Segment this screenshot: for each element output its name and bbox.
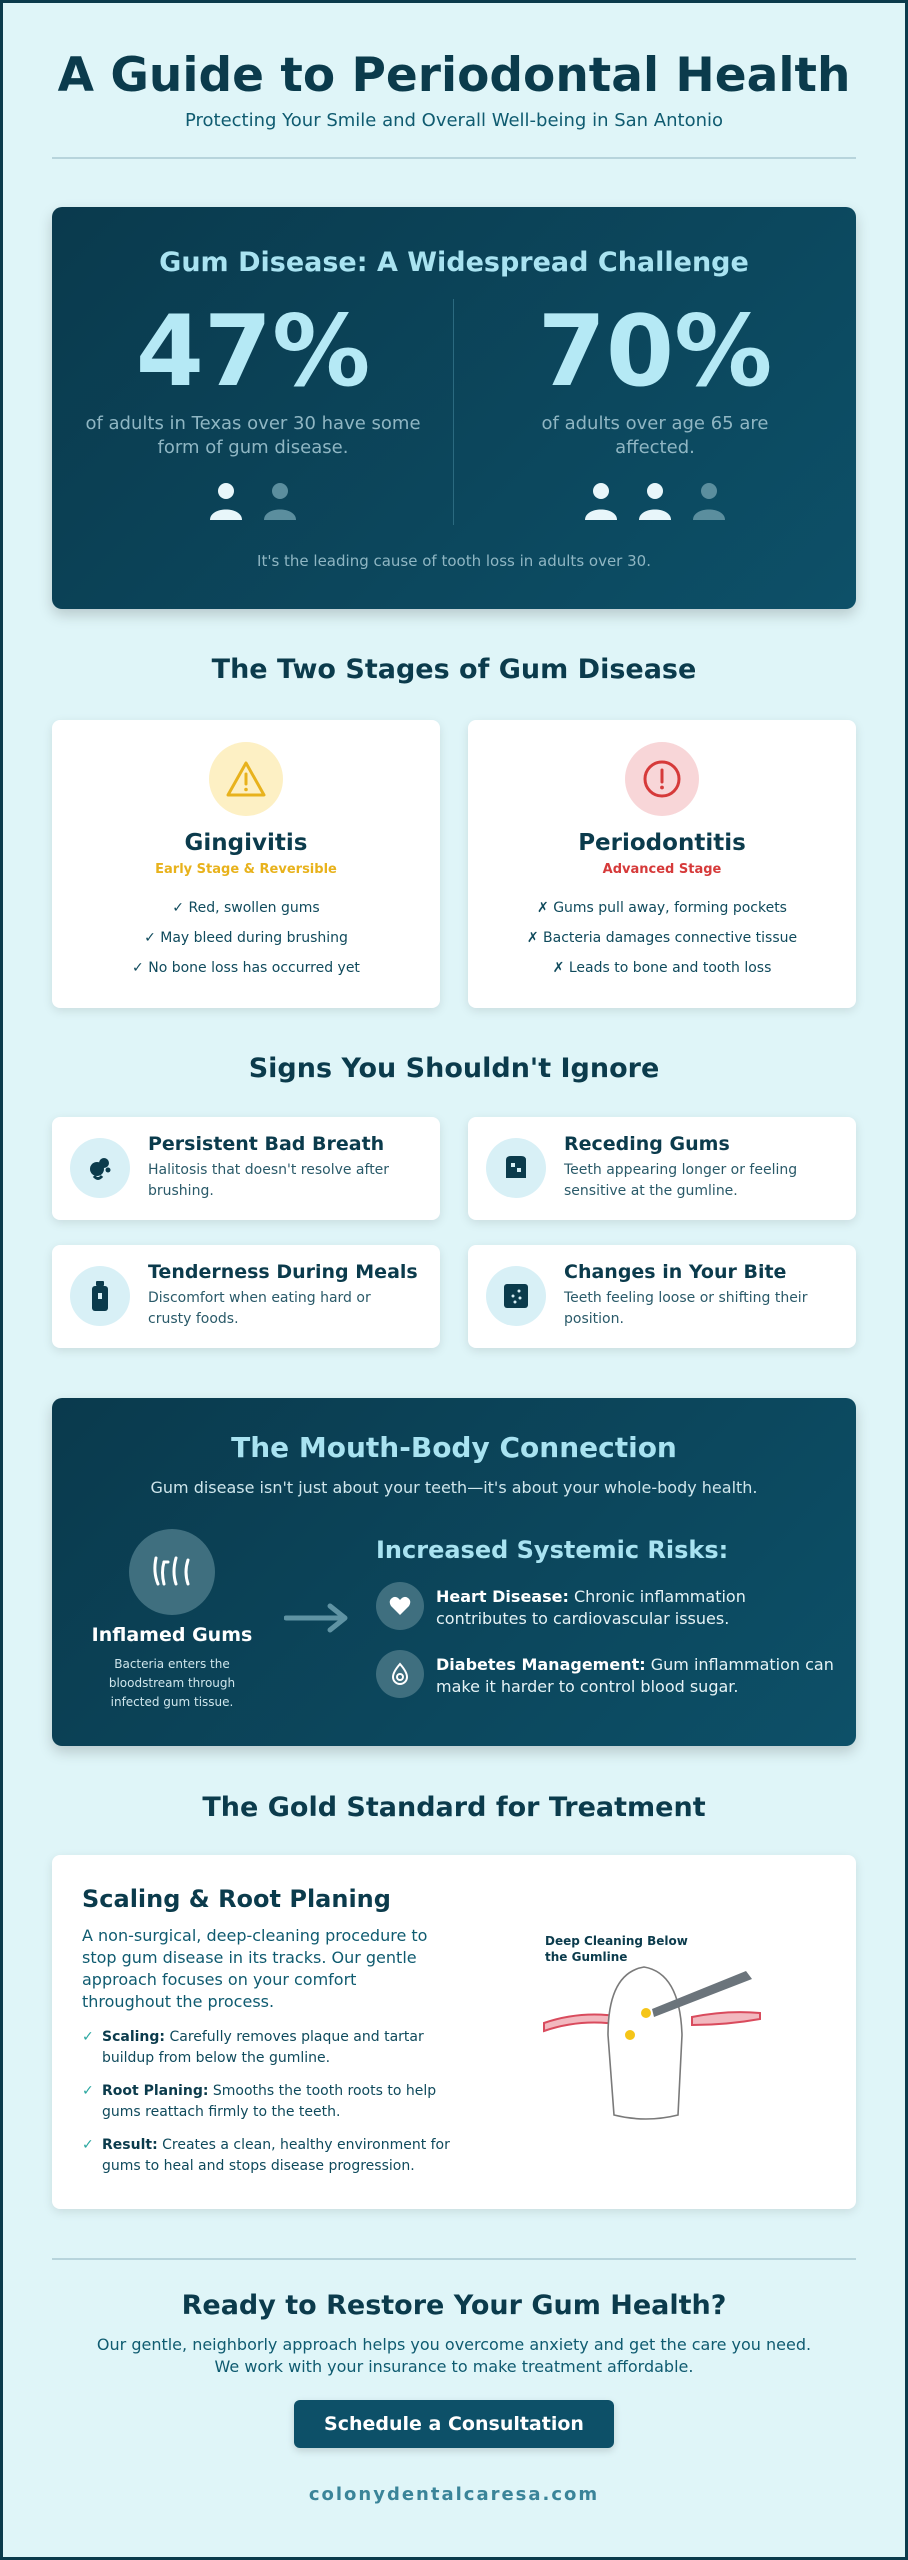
treatment-intro: A non-surgical, deep-cleaning procedure to stop gum disease in its tracks. Our gentle approach focuses on your comfort throughout the process. [82, 1926, 428, 2011]
treatment-item-root-planing [82, 2081, 462, 2123]
treatment-item-text: Creates a clean, healthy environment for gums to heal and stops disease progression. [102, 2137, 450, 2174]
treatment-item-result [82, 2135, 462, 2177]
risk-text: Gum inflammation can make it harder to control blood sugar. [436, 1655, 834, 1696]
stages-title: The Two Stages of Gum Disease [211, 654, 697, 685]
warning-triangle-icon [209, 742, 283, 816]
person-icon [262, 482, 298, 520]
bite-icon [486, 1266, 546, 1326]
check-icon: ✓ [82, 2029, 94, 2045]
stats-title: Gum Disease: A Widespread Challenge [159, 247, 749, 278]
divider [52, 157, 856, 159]
stats-panel [52, 207, 856, 609]
list-item: ✗ Bacteria damages connective tissue [526, 930, 798, 946]
sign-description: Teeth feeling loose or shifting their position. [564, 1290, 808, 1327]
stat-description: of adults over age 65 are affected. [541, 413, 769, 458]
check-icon: ✓ [82, 2137, 94, 2153]
stat-value: 47% [135, 295, 371, 409]
treatment-item-label: Root Planing: [102, 2083, 209, 2099]
list-item: ✗ Leads to bone and tooth loss [552, 960, 772, 976]
connection-subtitle: Gum disease isn't just about your teeth—it's about your whole-body health. [150, 1478, 758, 1497]
sign-card-bad-breath [52, 1117, 440, 1220]
divider [52, 2258, 856, 2260]
sign-card-bite-changes [468, 1245, 856, 1348]
list-item: ✓ Red, swollen gums [172, 900, 320, 916]
sign-title: Receding Gums [564, 1133, 730, 1155]
treatment-item-text: Carefully removes plaque and tartar buildup from below the gumline. [102, 2029, 424, 2066]
stage-points [52, 893, 440, 983]
sign-card-receding-gums [468, 1117, 856, 1220]
treatment-item-scaling [82, 2027, 462, 2069]
figure-label: Deep Cleaning Below the Gumline [545, 1934, 688, 1964]
schedule-consultation-button[interactable]: Schedule a Consultation [294, 2400, 614, 2448]
stage-tag: Early Stage & Reversible [155, 862, 337, 877]
cta-text [0, 2334, 908, 2378]
sign-title: Changes in Your Bite [564, 1261, 787, 1283]
tooth-icon [486, 1138, 546, 1198]
stage-points [468, 893, 856, 983]
risk-heart-disease [436, 1586, 836, 1630]
stat-value: 70% [537, 295, 773, 409]
stage-card-periodontitis [468, 720, 856, 1008]
risk-diabetes [436, 1654, 836, 1698]
risks-title: Increased Systemic Risks: [376, 1536, 729, 1564]
inflamed-gums-description: Bacteria enters the bloodstream through infected gum tissue. [108, 1657, 236, 1709]
stat-seniors [454, 292, 856, 520]
signs-title: Signs You Shouldn't Ignore [248, 1053, 660, 1084]
connection-title: The Mouth-Body Connection [231, 1431, 677, 1464]
deep-cleaning-illustration [542, 1955, 762, 2135]
person-icon [637, 482, 673, 520]
treatment-card [52, 1855, 856, 2209]
page-subtitle: Protecting Your Smile and Overall Well-being in San Antonio [184, 110, 724, 131]
person-icon [583, 482, 619, 520]
stage-tag: Advanced Stage [602, 862, 722, 877]
sign-description: Teeth appearing longer or feeling sensitive at the gumline. [564, 1162, 798, 1199]
stats-footnote: It's the leading cause of tooth loss in adults over 30. [257, 552, 651, 570]
people-icons [52, 482, 454, 520]
heart-icon [376, 1582, 424, 1630]
sign-title: Tenderness During Meals [148, 1261, 418, 1283]
breath-icon [70, 1138, 130, 1198]
stat-texas [52, 292, 454, 520]
list-item: ✓ No bone loss has occurred yet [132, 960, 360, 976]
arrow-right-icon [284, 1603, 350, 1633]
alert-circle-icon [625, 742, 699, 816]
page-title: A Guide to Periodontal Health [57, 48, 851, 103]
list-item: ✓ May bleed during brushing [144, 930, 348, 946]
risk-label: Heart Disease: [436, 1587, 569, 1606]
stage-card-gingivitis [52, 720, 440, 1008]
check-icon: ✓ [82, 2083, 94, 2099]
people-icons [454, 482, 856, 520]
sign-title: Persistent Bad Breath [148, 1133, 385, 1155]
stage-name: Periodontitis [578, 830, 746, 856]
cta-line: We work with your insurance to make treatment affordable. [214, 2357, 694, 2376]
treatment-item-text: Smooths the tooth roots to help gums reattach firmly to the teeth. [102, 2083, 437, 2120]
inflamed-gums-icon [129, 1529, 215, 1615]
list-item: ✗ Gums pull away, forming pockets [537, 900, 787, 916]
cta-line: Our gentle, neighborly approach helps you overcome anxiety and get the care you need. [96, 2335, 812, 2354]
risk-text: Chronic inflammation contributes to cardiovascular issues. [436, 1587, 746, 1628]
stat-description: of adults in Texas over 30 have some form of gum disease. [85, 413, 421, 458]
risk-label: Diabetes Management: [436, 1655, 646, 1674]
connection-panel [52, 1398, 856, 1746]
bottle-icon [70, 1266, 130, 1326]
person-icon [208, 482, 244, 520]
treatment-title: Scaling & Root Planing [82, 1885, 391, 1913]
treatment-item-label: Result: [102, 2137, 158, 2153]
sign-description: Discomfort when eating hard or crusty foods. [148, 1290, 371, 1327]
website-link[interactable]: colonydentalcaresa.com [308, 2484, 600, 2505]
cta-title: Ready to Restore Your Gum Health? [181, 2290, 727, 2321]
sign-card-tenderness [52, 1245, 440, 1348]
diabetes-icon [376, 1650, 424, 1698]
sign-description: Halitosis that doesn't resolve after brushing. [148, 1162, 390, 1199]
inflamed-gums-title: Inflamed Gums [91, 1624, 253, 1646]
person-icon [691, 482, 727, 520]
stage-name: Gingivitis [184, 830, 308, 856]
treatment-item-label: Scaling: [102, 2029, 166, 2045]
treatment-section-title: The Gold Standard for Treatment [202, 1792, 706, 1823]
